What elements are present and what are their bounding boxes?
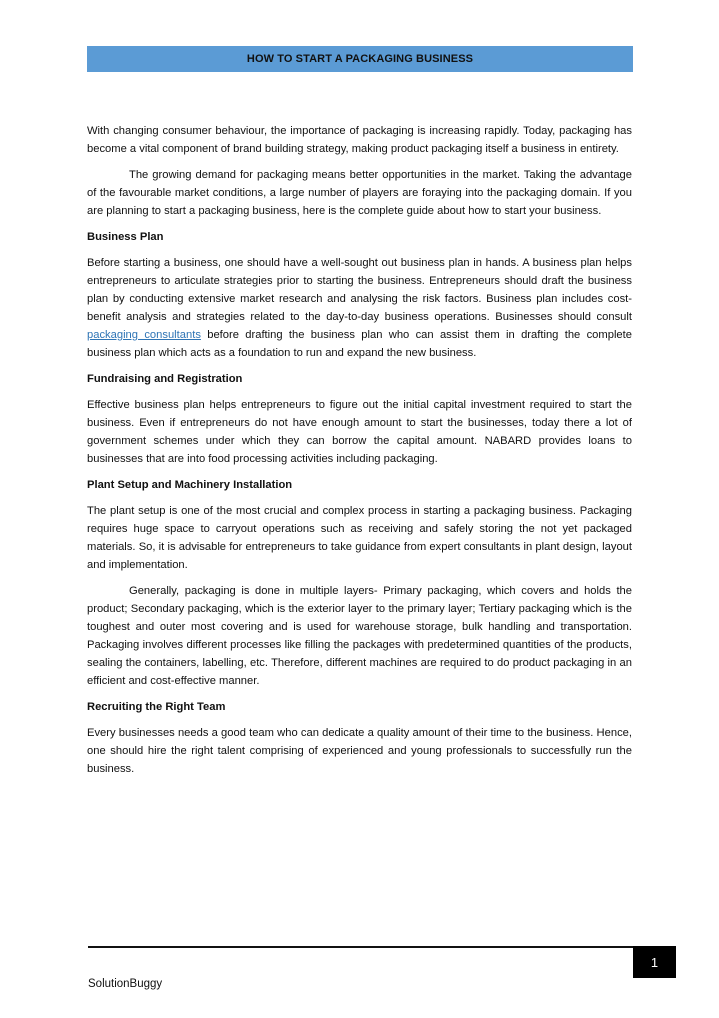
section-heading-plant-setup: Plant Setup and Machinery Installation (87, 479, 293, 491)
intro-paragraph: With changing consumer behaviour, the importance of packaging is increasing rapidly. Today, packaging has become a vital component of brand building strategy, making product packaging itself a business in entirety. (87, 125, 632, 155)
business-plan-paragraph (87, 254, 632, 362)
plant-setup-paragraph: The plant setup is one of the most crucial and complex process in starting a packaging business. Packaging requires huge space to carryout operations such as receiving and safely storing the not yet packaged materials. So, it is advisable for entrepreneurs to take guidance from expert consultants in plant design, layout and implementation. (87, 505, 632, 571)
packaging-consultants-link[interactable]: packaging consultants (87, 329, 201, 341)
document-title-bar (87, 46, 633, 72)
intro-paragraph-2: The growing demand for packaging means better opportunities in the market. Taking the advantage of the favourable market conditions, a large number of players are foraying into the packaging domain. If you are planning to start a packaging business, here is the complete guide about how to start your business. (87, 169, 632, 217)
plant-setup-paragraph-2: Generally, packaging is done in multiple layers- Primary packaging, which covers and holds the product; Secondary packaging, which is the exterior layer to the primary layer; Tertiary packaging which is the toughest and outer most covering and is used for warehouse storage, bulk handling and transportation. Packaging involves different processes like filling the packages with predetermined quantities of the products, sealing the containers, labelling, etc. Therefore, different machines are required to do product packaging in an efficient and cost-effective manner. (87, 585, 632, 687)
page-number: 1 (650, 954, 659, 970)
document-body (87, 122, 632, 786)
footer-divider (88, 946, 633, 948)
document-title: HOW TO START A PACKAGING BUSINESS (246, 53, 474, 65)
section-heading-fundraising: Fundraising and Registration (87, 373, 243, 385)
business-plan-text-1: Before starting a business, one should have a well-sought out business plan in hands. A business plan helps entrepreneurs to articulate strategies prior to starting the business. Entrepreneurs should draft the business plan by conducting extensive market research and analysing the risk factors. Business plan includes cost-benefit analysis and strategies related to the day-to-day business operations. Businesses should consult (87, 257, 632, 323)
team-paragraph: Every businesses needs a good team who can dedicate a quality amount of their time to the business. Hence, one should hire the right talent comprising of experienced and young professionals to successfully run the business. (87, 727, 632, 775)
section-heading-business-plan: Business Plan (87, 231, 164, 243)
section-heading-team: Recruiting the Right Team (87, 701, 226, 713)
business-plan-text-2: before drafting the business plan who can assist them in drafting the complete business plan which acts as a foundation to run and expand the new business. (87, 329, 632, 359)
fundraising-paragraph: Effective business plan helps entrepreneurs to figure out the initial capital investment required to start the business. Even if entrepreneurs do not have enough amount to start the businesses, today there a lot of government schemes under which they can borrow the capital amount. NABARD provides loans to businesses that are into food processing activities including packaging. (87, 399, 632, 465)
footer-brand: SolutionBuggy (88, 978, 163, 990)
page-number-badge (633, 946, 676, 978)
